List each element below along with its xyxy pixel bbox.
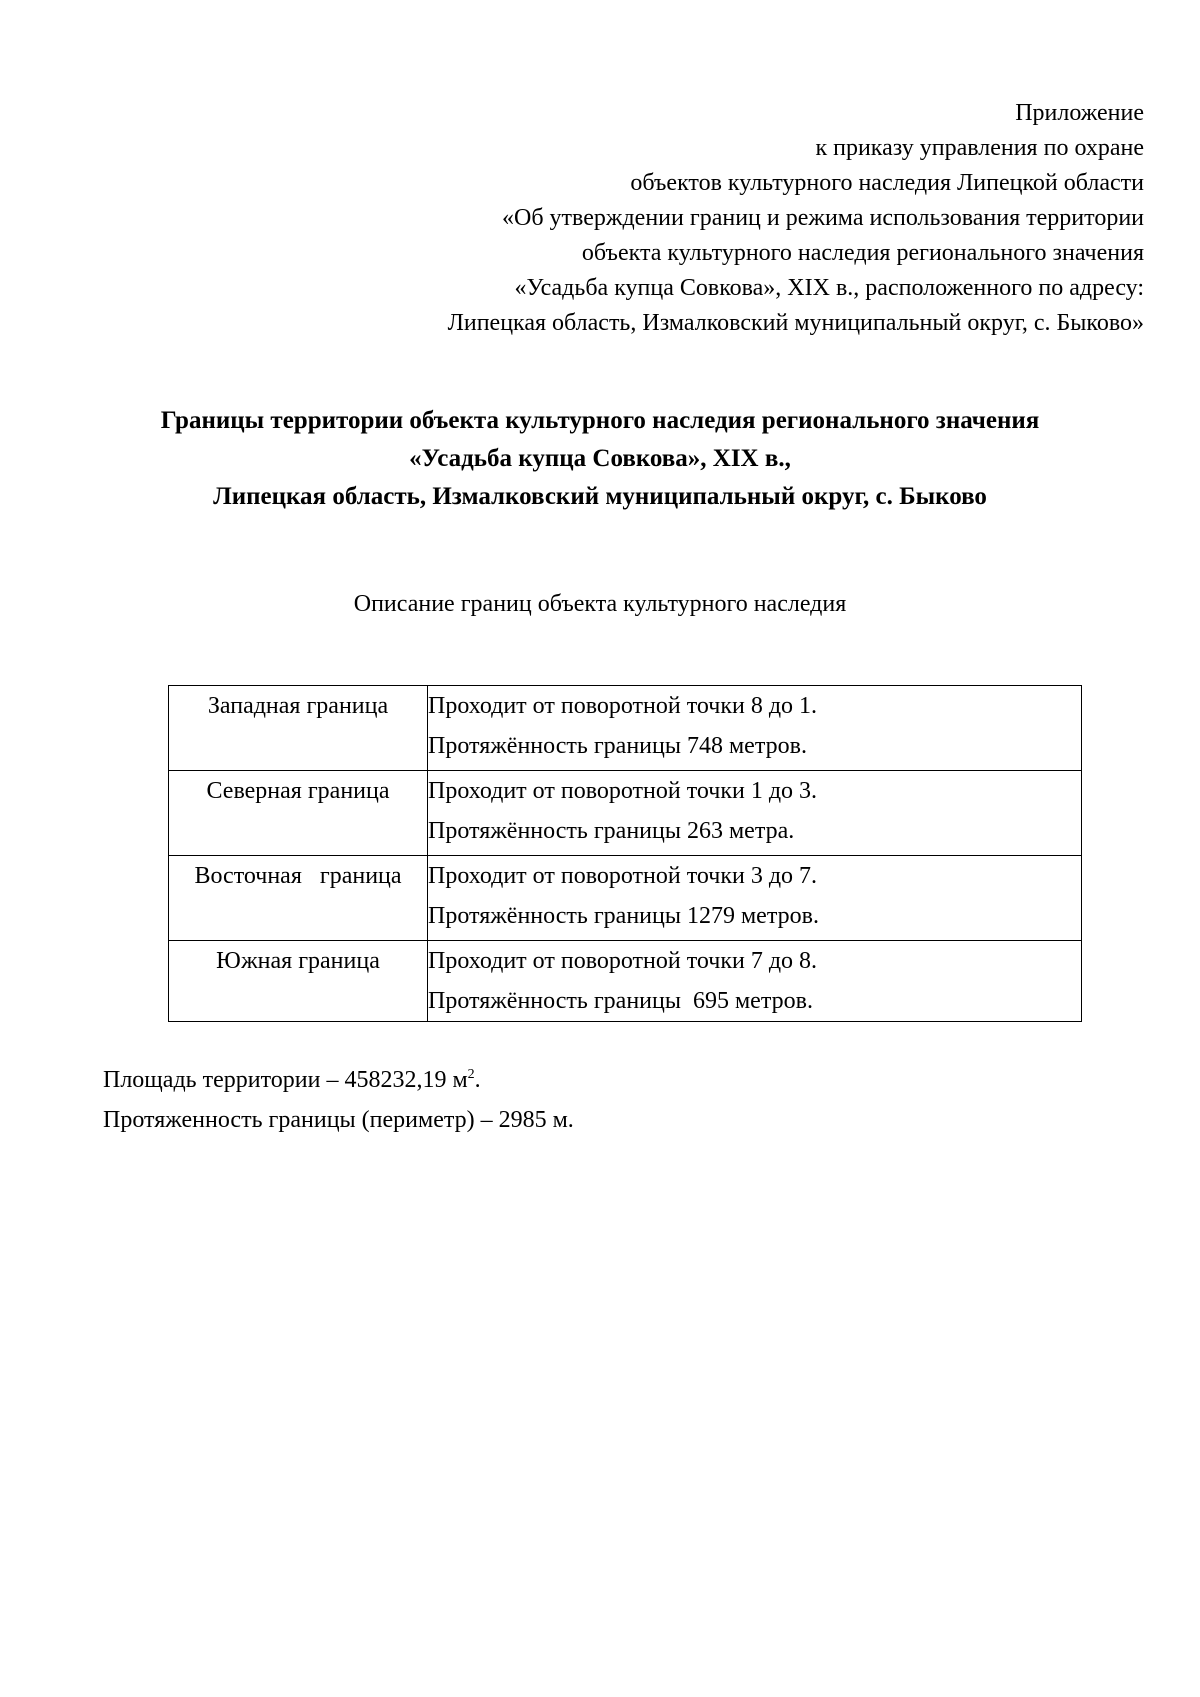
document-title <box>60 402 1140 516</box>
boundary-points: Проходит от поворотной точки 1 до 3. <box>428 778 818 804</box>
boundary-length: Протяжённость границы 695 метров. <box>428 988 813 1014</box>
title-line: Липецкая область, Измалковский муниципальный округ, с. Быково <box>213 483 987 510</box>
boundary-name: Южная граница <box>169 941 428 1022</box>
area-line <box>103 1060 574 1100</box>
header-line: Приложение <box>1015 100 1144 126</box>
appendix-header <box>448 96 1144 341</box>
title-line: «Усадьба купца Совкова», XIX в., <box>409 445 791 472</box>
table-row <box>169 686 1082 771</box>
boundary-points: Проходит от поворотной точки 8 до 1. <box>428 693 818 719</box>
header-line: Липецкая область, Измалковский муниципальный округ, с. Быково» <box>447 310 1144 336</box>
boundary-name: Восточная граница <box>169 856 428 941</box>
header-line: «Об утверждении границ и режима использования территории <box>502 205 1144 231</box>
boundary-length: Протяжённость границы 748 метров. <box>428 733 807 759</box>
table-row <box>169 941 1082 1022</box>
boundary-description <box>428 686 1082 771</box>
boundary-name: Западная граница <box>169 686 428 771</box>
title-line: Границы территории объекта культурного наследия регионального значения <box>160 407 1040 434</box>
boundaries-table <box>168 685 1082 1022</box>
boundary-points: Проходит от поворотной точки 3 до 7. <box>428 863 818 889</box>
boundary-description <box>428 771 1082 856</box>
boundary-name: Северная граница <box>169 771 428 856</box>
boundary-description <box>428 856 1082 941</box>
boundary-description <box>428 941 1082 1022</box>
section-subtitle: Описание границ объекта культурного наследия <box>353 591 847 617</box>
area-text: Площадь территории – 458232,19 м <box>103 1067 468 1093</box>
header-line: объектов культурного наследия Липецкой области <box>630 170 1144 196</box>
header-line: объекта культурного наследия регионального значения <box>581 240 1144 266</box>
boundary-length: Протяжённость границы 263 метра. <box>428 818 795 844</box>
header-line: к приказу управления по охране <box>815 135 1144 161</box>
table-row <box>169 771 1082 856</box>
table-row <box>169 856 1082 941</box>
header-line: «Усадьба купца Совкова», XIX в., расположенного по адресу: <box>514 275 1144 301</box>
summary <box>103 1060 574 1140</box>
area-end: . <box>474 1067 481 1093</box>
boundary-length: Протяжённость границы 1279 метров. <box>428 903 819 929</box>
perimeter-line: Протяженность границы (периметр) – 2985 м. <box>103 1107 574 1133</box>
area-unit-exponent: 2 <box>467 1067 475 1082</box>
boundary-points: Проходит от поворотной точки 7 до 8. <box>428 948 818 974</box>
